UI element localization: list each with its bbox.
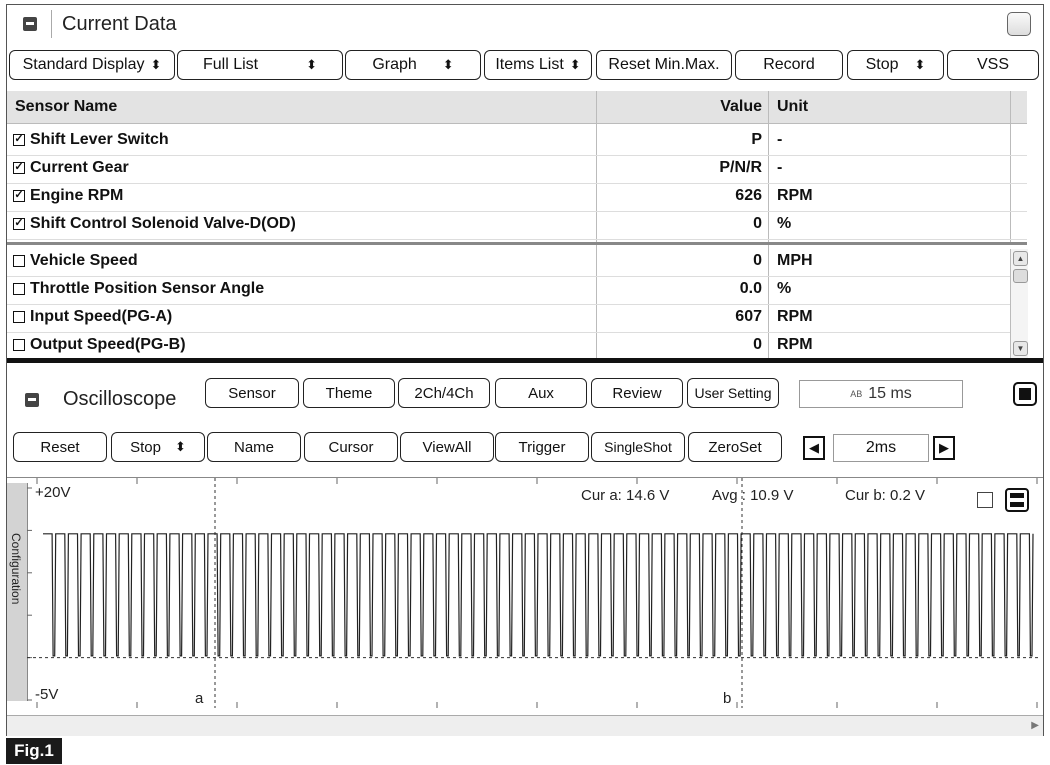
stop-select[interactable]: [847, 50, 944, 80]
unchecked-checkbox[interactable]: [13, 255, 25, 267]
unchecked-checkbox[interactable]: [13, 311, 25, 323]
sensor-button[interactable]: Sensor: [205, 378, 299, 408]
channel-mode-button[interactable]: 2Ch/4Ch: [398, 378, 490, 408]
sensor-unit: %: [777, 215, 792, 232]
stop-label: Stop: [865, 56, 899, 73]
sensor-value: 607: [735, 308, 762, 325]
panel-divider[interactable]: [7, 358, 1043, 363]
table-row[interactable]: [7, 304, 1027, 333]
sensor-unit: -: [777, 131, 783, 148]
sensor-name: Input Speed(PG-A): [30, 308, 173, 325]
sensor-name: Vehicle Speed: [30, 252, 138, 269]
items-list-select[interactable]: [484, 50, 592, 80]
sensor-value: P: [751, 131, 762, 148]
dropdown-arrow-icon: ⬍: [150, 57, 162, 72]
scroll-down-icon[interactable]: ▼: [1013, 341, 1028, 356]
window-toggle-button[interactable]: [1007, 12, 1031, 36]
y-min-label: -5V: [35, 686, 59, 703]
time-value: 15 ms: [868, 385, 912, 402]
single-shot-button[interactable]: SingleShot: [591, 432, 685, 462]
dropdown-arrow-icon: ⬍: [569, 57, 581, 72]
oscilloscope-header: [7, 376, 1043, 420]
signal-waveform: [43, 534, 1033, 656]
user-setting-button[interactable]: User Setting: [687, 378, 779, 408]
sensor-name: Engine RPM: [30, 187, 124, 204]
plot-horizontal-scrollbar[interactable]: [7, 715, 1043, 736]
waveform-canvas: [27, 478, 1041, 708]
timebase-increase-icon[interactable]: ▶: [933, 436, 955, 460]
record-button[interactable]: Record: [735, 50, 843, 80]
table-header: [7, 91, 1027, 124]
graph-label: Graph: [372, 56, 417, 73]
table-row[interactable]: [7, 211, 1027, 240]
table-scrollbar[interactable]: [1010, 249, 1028, 359]
sensor-value: 0: [753, 252, 762, 269]
cursor-button[interactable]: Cursor: [304, 432, 398, 462]
sensor-unit: -: [777, 159, 783, 176]
timebase-display[interactable]: 2ms: [833, 434, 929, 462]
oscilloscope-title: Oscilloscope: [63, 388, 177, 410]
sensor-unit: MPH: [777, 252, 813, 269]
sensor-unit: %: [777, 280, 792, 297]
checked-checkbox[interactable]: ✓: [14, 217, 24, 229]
sensor-value: 0.0: [739, 280, 762, 297]
y-max-label: +20V: [35, 484, 71, 501]
sensor-name: Shift Lever Switch: [30, 131, 169, 148]
column-header-unit[interactable]: Unit: [777, 98, 809, 115]
cursor-a-label: a: [195, 690, 204, 707]
standard-display-label: Standard Display: [22, 56, 145, 73]
cursor-a-readout: Cur a: 14.6 V: [581, 487, 670, 504]
checked-checkbox[interactable]: ✓: [14, 189, 24, 201]
review-button[interactable]: Review: [591, 378, 683, 408]
reset-button[interactable]: Reset: [13, 432, 107, 462]
collapse-icon[interactable]: [25, 393, 39, 407]
table-row[interactable]: [7, 127, 1027, 156]
column-header-sensor-name[interactable]: Sensor Name: [15, 98, 118, 115]
theme-button[interactable]: Theme: [303, 378, 395, 408]
vss-button[interactable]: VSS: [947, 50, 1039, 80]
timebase-decrease-icon[interactable]: ◀: [803, 436, 825, 460]
current-data-title: Current Data: [62, 12, 177, 35]
unchecked-checkbox[interactable]: [13, 339, 25, 351]
figure-label: Fig.1: [6, 738, 62, 764]
sensor-value: 0: [753, 336, 762, 353]
graph-select[interactable]: [345, 50, 481, 80]
sensor-name: Current Gear: [30, 159, 129, 176]
collapse-icon[interactable]: [23, 17, 37, 31]
standard-display-select[interactable]: [9, 50, 175, 80]
stop-square-icon[interactable]: [1013, 382, 1037, 406]
app-frame: [6, 4, 1044, 736]
checked-checkbox[interactable]: ✓: [14, 133, 24, 145]
name-button[interactable]: Name: [207, 432, 301, 462]
cursor-b-readout: Cur b: 0.2 V: [845, 487, 926, 504]
sensor-name: Throttle Position Sensor Angle: [30, 280, 265, 297]
stop-label: Stop: [130, 438, 161, 456]
reset-min-max-button[interactable]: Reset Min.Max.: [596, 50, 732, 80]
checked-checkbox[interactable]: ✓: [14, 161, 24, 173]
oscilloscope-toolbar: [7, 432, 1043, 466]
plot-layout-icon[interactable]: [1005, 488, 1029, 512]
sensor-unit: RPM: [777, 336, 813, 353]
selected-items-divider: [7, 242, 1027, 245]
plot-checkbox[interactable]: [977, 492, 993, 508]
column-header-value[interactable]: Value: [720, 98, 762, 115]
sensor-unit: RPM: [777, 187, 813, 204]
full-list-select[interactable]: [177, 50, 343, 80]
sensor-value: 0: [753, 215, 762, 232]
scroll-right-icon[interactable]: ▶: [1031, 720, 1039, 731]
view-all-button[interactable]: ViewAll: [400, 432, 494, 462]
unchecked-checkbox[interactable]: [13, 283, 25, 295]
time-display[interactable]: [799, 380, 963, 408]
average-readout: Avg : 10.9 V: [712, 487, 794, 504]
scroll-up-icon[interactable]: ▲: [1013, 251, 1028, 266]
dropdown-arrow-icon: ⬍: [914, 57, 926, 72]
sensor-unit: RPM: [777, 308, 813, 325]
oscilloscope-plot[interactable]: [7, 477, 1043, 708]
table-row[interactable]: [7, 183, 1027, 212]
stop-select[interactable]: [111, 432, 205, 462]
aux-button[interactable]: Aux: [495, 378, 587, 408]
sensor-name: Output Speed(PG-B): [30, 336, 186, 353]
table-row[interactable]: [7, 155, 1027, 184]
sensor-name: Shift Control Solenoid Valve-D(OD): [30, 215, 296, 232]
full-list-label: Full List: [202, 56, 259, 73]
sensor-value: P/N/R: [719, 159, 762, 176]
dropdown-arrow-icon: ⬍: [306, 57, 318, 72]
current-data-header: [7, 5, 1043, 43]
configuration-tab-label: Configuration: [9, 533, 23, 605]
configuration-tab[interactable]: [7, 483, 28, 701]
zero-set-button[interactable]: ZeroSet: [688, 432, 782, 462]
sensor-value: 626: [735, 187, 762, 204]
header-divider: [51, 10, 52, 38]
dropdown-arrow-icon: ⬍: [174, 439, 186, 454]
table-row[interactable]: [7, 332, 1027, 354]
cursor-b-label: b: [723, 690, 732, 707]
items-list-label: Items List: [495, 56, 564, 73]
table-row[interactable]: [7, 248, 1027, 277]
ab-time-icon: AB: [850, 389, 863, 399]
current-data-toolbar: [7, 50, 1043, 84]
dropdown-arrow-icon: ⬍: [442, 57, 454, 72]
scroll-thumb[interactable]: [1013, 269, 1028, 283]
trigger-button[interactable]: Trigger: [495, 432, 589, 462]
table-row[interactable]: [7, 276, 1027, 305]
